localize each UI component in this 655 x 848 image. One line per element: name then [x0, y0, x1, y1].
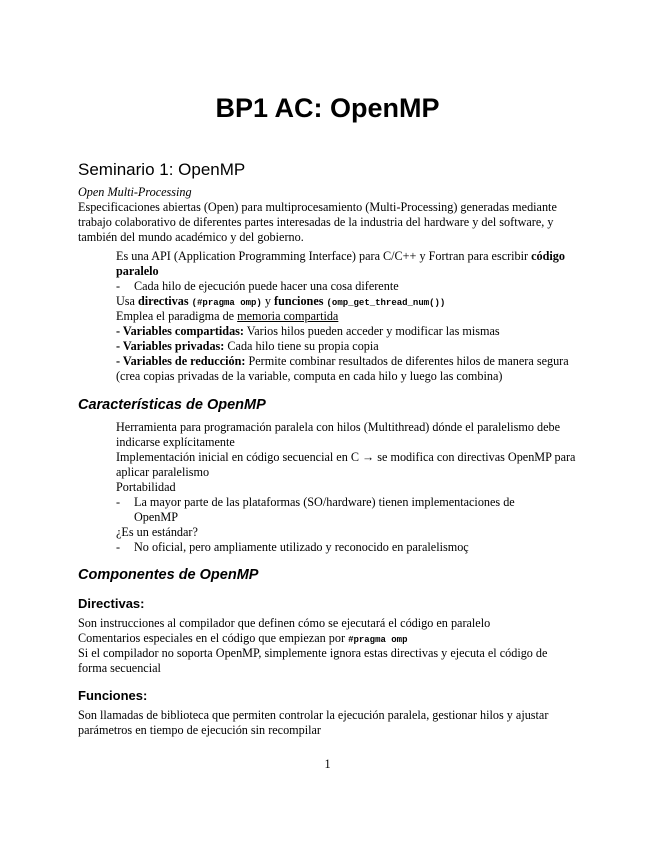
funciones-line-1: Son llamadas de biblioteca que permiten controlar la ejecución paralela, gestionar hilos y ajustar parámetros en tiempo de ejecución sin recompilar — [78, 708, 549, 737]
caract-bullet-2-text: No oficial, pero ampliamente utilizado y reconocido en paralelismoç — [134, 540, 469, 554]
intro-paragraph: Especificaciones abiertas (Open) para multiprocesamiento (Multi-Processing) generadas mediante trabajo colaborativo de diferentes partes interesadas de la industria del hardware y del software, y también del mundo académico y del gobierno. — [78, 200, 557, 244]
bullet-hilo — [116, 279, 586, 294]
api-text: Es una API (Application Programming Interface) para C/C++ y Fortran para escribir — [116, 249, 529, 263]
emplea-text: Emplea el paradigma de — [116, 309, 235, 323]
caract-bullet-1-text: La mayor parte de las plataformas (SO/hardware) tienen implementaciones de OpenMP — [134, 495, 515, 524]
directivas-line-3: Si el compilador no soporta OpenMP, simplemente ignora estas directivas y ejecuta el código de forma secuencial — [78, 646, 548, 675]
omp-name-text: Open Multi-Processing — [78, 185, 192, 199]
caract-line-2: Implementación inicial en código secuencial en C → se modifica con directivas OpenMP para aplicar paralelismo — [116, 450, 576, 479]
var-red-label: - Variables de reducción: — [116, 354, 246, 368]
caract-bullet-1 — [116, 495, 546, 525]
emplea-line — [116, 309, 586, 324]
funciones-bold: funciones — [274, 294, 324, 308]
bullet-glyph: - — [116, 495, 121, 509]
subheading-funciones: Funciones: — [78, 688, 148, 703]
section-heading-seminario: Seminario 1: OpenMP — [78, 160, 246, 179]
var-red-text: Permite combinar resultados de diferentes hilos de manera segura (crea copias privadas de la variable, computa en cada hilo y luego las combina) — [116, 354, 569, 383]
caract-bullet-2 — [116, 540, 586, 555]
var-privadas — [116, 339, 586, 354]
document-title: BP1 AC: OpenMP — [215, 93, 440, 123]
page-number: 1 — [324, 757, 331, 771]
directivas-line-2-text: Comentarios especiales en el código que empiezan por — [78, 631, 346, 645]
subheading-directivas: Directivas: — [78, 596, 145, 611]
funciones-code: (omp_get_thread_num()) — [326, 298, 446, 308]
caract-line-1: Herramienta para programación paralela con hilos (Multithread) dónde el paralelismo debe indicarse explícitamente — [116, 420, 560, 449]
directivas-line-1: Son instrucciones al compilador que definen cómo se ejecutará el código en paralelo — [78, 616, 491, 630]
y-text: y — [264, 294, 271, 308]
directivas-bold: directivas — [138, 294, 189, 308]
pragma-omp-code: #pragma omp — [348, 635, 408, 645]
var-priv-label: - Variables privadas: — [116, 339, 225, 353]
memoria-compartida-underlined: memoria compartida — [237, 309, 339, 323]
bullet-glyph: - — [116, 540, 121, 554]
var-reduccion — [116, 354, 586, 384]
var-priv-text: Cada hilo tiene su propia copia — [227, 339, 379, 353]
section-heading-componentes: Componentes de OpenMP — [78, 567, 259, 583]
var-comp-label: - Variables compartidas: — [116, 324, 244, 338]
var-comp-text: Varios hilos pueden acceder y modificar las mismas — [246, 324, 500, 338]
omp-name — [78, 185, 578, 200]
caract-line-4: ¿Es un estándar? — [116, 525, 198, 539]
usa-text: Usa — [116, 294, 135, 308]
api-bold: código paralelo — [116, 249, 565, 278]
api-paragraph — [116, 249, 586, 279]
caract-line-3: Portabilidad — [116, 480, 176, 494]
bullet-hilo-text: Cada hilo de ejecución puede hacer una cosa diferente — [134, 279, 399, 293]
bullet-glyph: - — [116, 279, 121, 293]
directivas-code: (#pragma omp) — [191, 298, 262, 308]
var-compartidas — [116, 324, 586, 339]
section-heading-caracteristicas: Características de OpenMP — [78, 397, 266, 413]
